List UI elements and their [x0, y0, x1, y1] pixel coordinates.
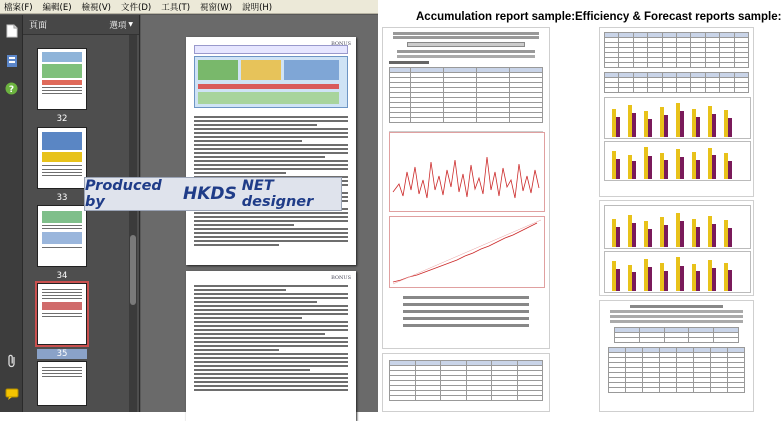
- menu-window[interactable]: 視窗(W): [200, 2, 233, 13]
- report-samples-area: [378, 0, 781, 412]
- svg-text:?: ?: [8, 85, 15, 95]
- accumulation-report-image: [382, 27, 550, 349]
- accumulation-line-chart-daily: [389, 132, 545, 212]
- pdf-viewer-window: [0, 0, 378, 412]
- help-icon[interactable]: [4, 81, 19, 96]
- menu-edit[interactable]: 編輯(E): [42, 2, 72, 13]
- banner-prefix: Produced by: [85, 178, 162, 210]
- thumbnails-title: 頁面: [29, 21, 48, 31]
- accumulation-table-image: [382, 353, 550, 412]
- banner-brand: HKDS: [183, 184, 237, 204]
- document-page: [186, 37, 356, 265]
- page-logo: BONUS: [331, 41, 351, 47]
- bookmarks-icon[interactable]: [4, 53, 19, 68]
- page-thumbnail[interactable]: [37, 127, 87, 189]
- banner-suffix: NET designer: [241, 178, 314, 210]
- forecast-table-image: [599, 300, 754, 412]
- forecast-bar-chart-2: [604, 251, 751, 293]
- efficiency-bar-chart-1: [604, 97, 751, 139]
- thumbnail-label: 33: [56, 193, 68, 203]
- efficiency-sample-title: Efficiency & Forecast reports sample:: [575, 11, 781, 23]
- document-page: [186, 271, 356, 421]
- forecast-report-image: [599, 200, 754, 296]
- attachments-icon[interactable]: [4, 353, 19, 368]
- page-thumbnails-panel: [23, 15, 140, 412]
- comments-icon[interactable]: [4, 387, 19, 402]
- options-label: 選項: [109, 20, 127, 31]
- thumbnail-label: 34: [56, 271, 68, 281]
- pages-panel-icon[interactable]: [4, 23, 19, 38]
- chevron-down-icon: ▼: [128, 21, 133, 28]
- document-view[interactable]: [141, 15, 378, 412]
- scrollbar-thumb[interactable]: [130, 235, 136, 305]
- page-thumbnail[interactable]: [37, 48, 87, 110]
- thumbnails-header: [23, 15, 139, 35]
- accumulation-sample-title: Accumulation report sample:: [416, 11, 576, 23]
- efficiency-report-image: [599, 27, 754, 197]
- page-logo: BONUS: [331, 275, 351, 281]
- thumbnail-label: 32: [56, 114, 68, 124]
- thumbnail-label-selected: 35: [37, 349, 87, 359]
- accumulation-line-chart-cumulative: [389, 216, 545, 288]
- accumulation-table: [389, 67, 543, 123]
- navigation-strip: [0, 15, 23, 412]
- page-thumbnail[interactable]: [37, 361, 87, 406]
- thumbnails-scrollbar[interactable]: [129, 35, 137, 412]
- thumbnails-options-button[interactable]: [109, 19, 133, 31]
- menu-bar: [0, 0, 378, 14]
- menu-file[interactable]: 檔案(F): [4, 2, 33, 13]
- forecast-bar-chart-1: [604, 205, 751, 249]
- page-thumbnail-selected[interactable]: [37, 283, 87, 345]
- produced-by-banner: [84, 177, 342, 211]
- page-thumbnail[interactable]: [37, 205, 87, 267]
- menu-help[interactable]: 說明(H): [242, 2, 273, 13]
- menu-document[interactable]: 文件(D): [121, 2, 152, 13]
- efficiency-bar-chart-2: [604, 141, 751, 181]
- menu-view[interactable]: 檢視(V): [81, 2, 111, 13]
- menu-tools[interactable]: 工具(T): [161, 2, 191, 13]
